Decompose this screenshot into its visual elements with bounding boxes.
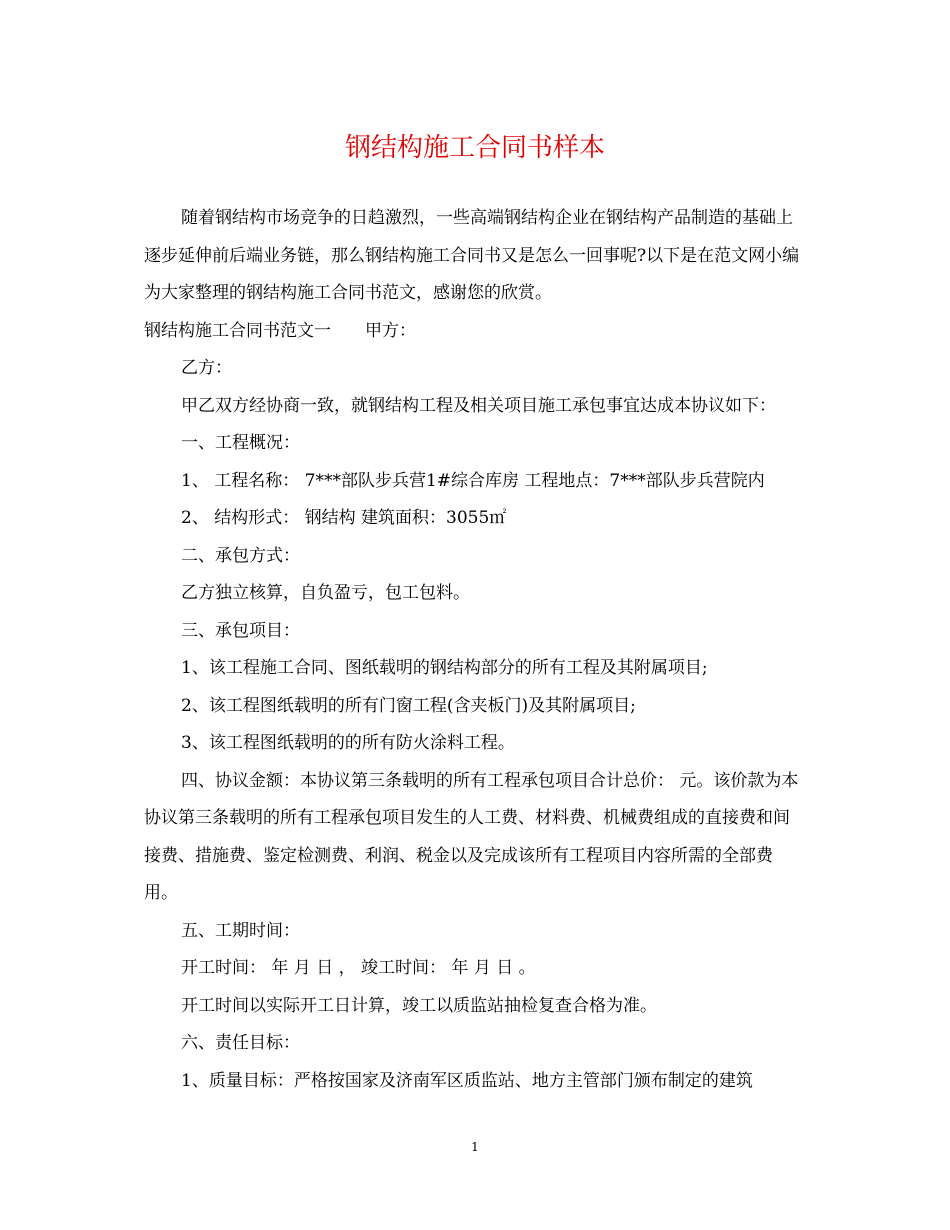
paragraph: 1、 工程名称： 7***部队步兵营1#综合库房 工程地点：7***部队步兵营院内	[181, 470, 765, 491]
paragraph: 2、 结构形式： 钢结构 建筑面积：3055㎡	[181, 508, 507, 528]
paragraph: 乙方：	[181, 358, 232, 378]
paragraph: 六、责任目标：	[181, 1033, 300, 1053]
page-number: 1	[471, 1140, 479, 1154]
paragraph: 乙方独立核算，自负盈亏，包工包料。	[181, 583, 470, 603]
paragraph: 1、该工程施工合同、图纸载明的钢结构部分的所有工程及其附属项目;	[181, 658, 708, 678]
document-title: 钢结构施工合同书样本	[344, 133, 605, 163]
paragraph: 四、协议金额：本协议第三条载明的所有工程承包项目合计总价： 元。该价款为本协议第三条载明的所有工程承包项目发生的人工费、材料费、机械费组成的直接费和间接费、措施费、鉴定检测费、利润、税金以及完成该所有工程项目内容所需的全部费用。	[144, 770, 799, 903]
paragraph: 开工时间： 年 月 日 ， 竣工时间： 年 月 日 。	[181, 958, 536, 978]
paragraph: 3、该工程图纸载明的的所有防火涂料工程。	[181, 733, 515, 753]
paragraph: 1、质量目标：严格按国家及济南军区质监站、地方主管部门颁布制定的建筑	[181, 1070, 753, 1091]
document-body	[144, 200, 804, 1100]
paragraph: 2、该工程图纸载明的所有门窗工程(含夹板门)及其附属项目;	[181, 695, 636, 716]
paragraph: 钢结构施工合同书范文一 甲方：	[144, 320, 416, 341]
paragraph: 五、工期时间：	[181, 920, 300, 941]
paragraph: 甲乙双方经协商一致，就钢结构工程及相关项目施工承包事宜达成本协议如下：	[181, 395, 776, 416]
paragraph: 随着钢结构市场竞争的日趋激烈，一些高端钢结构企业在钢结构产品制造的基础上逐步延伸前后端业务链，那么钢结构施工合同书又是怎么一回事呢?以下是在范文网小编为大家整理的钢结构施工合同书范文，感谢您的欣赏。	[144, 208, 800, 303]
paragraph: 二、承包方式：	[181, 545, 300, 566]
paragraph: 一、工程概况：	[181, 433, 300, 453]
paragraph: 三、承包项目：	[181, 620, 300, 641]
paragraph: 开工时间以实际开工日计算，竣工以质监站抽检复查合格为准。	[181, 995, 657, 1016]
